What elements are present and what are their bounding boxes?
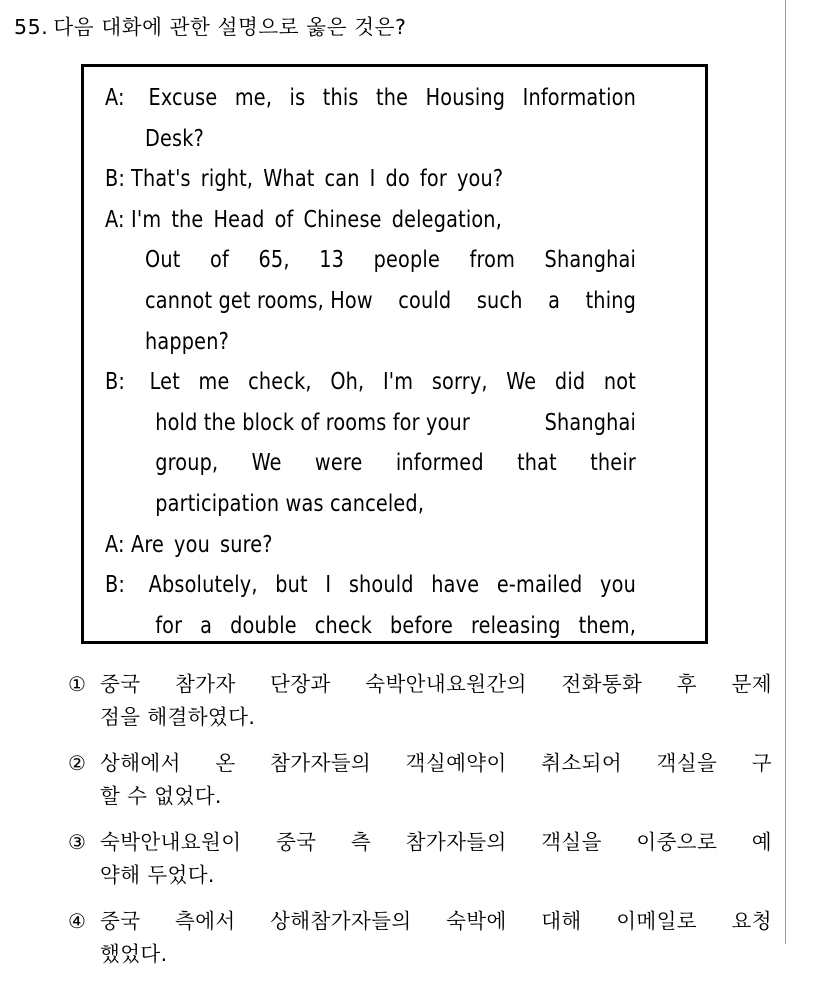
answer-option-2[interactable] xyxy=(62,747,774,813)
dialogue-line xyxy=(105,200,651,241)
dialogue-word: should xyxy=(348,572,414,599)
dialogue-word: me, xyxy=(234,85,273,111)
dialogue-word: a xyxy=(548,287,561,314)
dialogue-word: I xyxy=(325,572,332,599)
dialogue-speaker-label: A: xyxy=(105,85,125,111)
dialogue-word: Information xyxy=(522,85,637,111)
dialogue-word: me xyxy=(198,369,230,396)
dialogue-text: I'm the Head of Chinese delegation, xyxy=(131,206,502,233)
dialogue-word: the xyxy=(376,85,409,111)
option-word: 온 xyxy=(215,751,236,775)
option-text xyxy=(100,826,774,892)
option-line: 할 수 없었다. xyxy=(100,784,222,808)
dialogue-text: participation was canceled, xyxy=(155,490,425,517)
option-marker-icon: ③ xyxy=(68,830,87,854)
dialogue-word: not xyxy=(603,369,636,396)
dialogue-word: We xyxy=(506,369,537,396)
dialogue-word: 13 xyxy=(319,247,345,274)
option-word: 참가자들의 xyxy=(270,751,372,775)
dialogue-text: Desk? xyxy=(144,125,204,152)
option-word: 요청 xyxy=(731,909,772,933)
option-word: 취소되어 xyxy=(541,751,623,775)
dialogue-word: 65, xyxy=(258,247,290,274)
dialogue-word: informed xyxy=(395,450,484,477)
dialogue-word: for xyxy=(155,612,183,639)
dialogue-word: double xyxy=(230,612,297,639)
dialogue-word: them, xyxy=(578,612,637,639)
option-word: 객실을 xyxy=(656,751,718,775)
option-word: 숙박안내요원이 xyxy=(100,830,242,854)
dialogue-word: Housing xyxy=(425,85,506,111)
option-word: 문제 xyxy=(731,672,772,696)
dialogue-word: their xyxy=(590,450,636,477)
dialogue-word: you xyxy=(600,572,636,599)
dialogue-line xyxy=(105,606,636,647)
option-line: 점을 해결하였다. xyxy=(100,705,256,729)
answer-option-4[interactable] xyxy=(62,905,774,971)
option-word: 측에서 xyxy=(174,909,236,933)
option-word: 이메일로 xyxy=(616,909,697,933)
option-word: 이중으로 xyxy=(636,830,718,854)
option-word: 중국 xyxy=(275,830,317,854)
option-word: 대해 xyxy=(541,909,582,933)
dialogue-line xyxy=(105,322,651,363)
dialogue-word: e-mailed xyxy=(496,572,583,599)
dialogue-word: hold the block of rooms for your xyxy=(155,409,471,436)
option-line: 했었다. xyxy=(100,942,168,966)
option-word: 중국 xyxy=(100,672,141,696)
dialogue-text: That's right, What can I do for you? xyxy=(131,166,504,193)
dialogue-word: have xyxy=(431,572,480,599)
dialogue-word: Absolutely, xyxy=(148,572,258,599)
dialogue-word: that xyxy=(517,450,557,477)
page-margin-rule xyxy=(785,0,786,944)
dialogue-word: Let xyxy=(149,369,180,396)
question-number: 55. xyxy=(14,15,49,39)
option-word: 참가자들의 xyxy=(405,830,507,854)
dialogue-word: Excuse xyxy=(148,85,218,111)
dialogue-word: did xyxy=(554,369,586,396)
dialogue-word: before xyxy=(390,612,454,639)
dialogue-word: releasing xyxy=(470,612,561,639)
dialogue-line xyxy=(105,362,636,403)
answer-option-3[interactable] xyxy=(62,826,774,892)
dialogue-word: group, xyxy=(155,450,219,477)
option-word: 객실예약이 xyxy=(405,751,507,775)
dialogue-line xyxy=(105,281,636,322)
answer-options-list xyxy=(62,668,774,984)
dialogue-line xyxy=(105,443,636,484)
dialogue-word: thing xyxy=(585,287,637,314)
option-word: 중국 xyxy=(100,909,141,933)
answer-option-1[interactable] xyxy=(62,668,774,734)
dialogue-line xyxy=(105,525,651,566)
option-word: 예 xyxy=(751,830,772,854)
dialogue-word: cannot get rooms, How xyxy=(144,287,373,314)
dialogue-word: Shanghai xyxy=(544,247,637,274)
dialogue-word: Shanghai xyxy=(544,409,637,436)
option-line: 약해 두었다. xyxy=(100,863,215,887)
dialogue-word: I'm xyxy=(382,369,414,396)
dialogue-word: people xyxy=(373,247,440,274)
option-text xyxy=(100,747,774,813)
dialogue-line xyxy=(105,159,651,200)
option-word: 구 xyxy=(751,751,772,775)
dialogue-speaker-label: B: xyxy=(105,572,126,599)
dialogue-text: happen? xyxy=(144,328,229,355)
option-text xyxy=(100,905,774,971)
dialogue-word: from xyxy=(469,247,515,274)
option-line xyxy=(100,668,772,701)
question-header xyxy=(14,12,754,42)
dialogue-word: is xyxy=(289,85,306,111)
dialogue-speaker-label: B: xyxy=(105,166,126,193)
dialogue-word: sorry, xyxy=(431,369,488,396)
dialogue-word: check xyxy=(314,612,373,639)
option-word: 후 xyxy=(676,672,697,696)
dialogue-line xyxy=(105,403,636,444)
dialogue-speaker-label: A: xyxy=(105,206,125,233)
option-marker-icon: ① xyxy=(68,672,87,696)
option-word: 측 xyxy=(350,830,372,854)
option-line xyxy=(100,905,772,938)
dialogue-line xyxy=(105,240,636,281)
dialogue-text: Are you sure? xyxy=(131,531,273,558)
option-word: 숙박에 xyxy=(446,909,507,933)
option-text xyxy=(100,668,774,734)
option-line xyxy=(100,747,772,780)
dialogue-word: We xyxy=(251,450,282,477)
option-word: 단장과 xyxy=(270,672,331,696)
dialogue-word: could xyxy=(398,287,452,314)
dialogue-line xyxy=(105,119,651,160)
dialogue-word: this xyxy=(322,85,359,111)
dialogue-speaker-label: B: xyxy=(105,369,126,396)
dialogue-passage-box xyxy=(81,64,708,644)
dialogue-word: Oh, xyxy=(330,369,365,396)
option-line xyxy=(100,826,772,859)
dialogue-word: check, xyxy=(248,369,312,396)
dialogue-word: such xyxy=(476,287,523,314)
dialogue-word: were xyxy=(314,450,363,477)
option-word: 참가자 xyxy=(174,672,236,696)
dialogue-line xyxy=(105,484,651,525)
option-word: 전화통화 xyxy=(561,672,643,696)
question-prompt: 다음 대화에 관한 설명으로 옳은 것은? xyxy=(53,15,407,39)
dialogue-line-list xyxy=(105,78,692,646)
dialogue-speaker-label: A: xyxy=(105,531,125,558)
dialogue-line xyxy=(105,565,636,606)
dialogue-word: but xyxy=(275,572,308,599)
option-marker-icon: ④ xyxy=(68,909,87,933)
dialogue-word: of xyxy=(210,247,229,274)
option-marker-icon: ② xyxy=(68,751,87,775)
option-word: 객실을 xyxy=(541,830,602,854)
dialogue-word: Out xyxy=(144,247,181,274)
dialogue-line xyxy=(105,78,636,119)
option-word: 숙박안내요원간의 xyxy=(365,672,527,696)
option-word: 상해참가자들의 xyxy=(270,909,412,933)
option-word: 상해에서 xyxy=(100,751,181,775)
dialogue-word: a xyxy=(200,612,213,639)
